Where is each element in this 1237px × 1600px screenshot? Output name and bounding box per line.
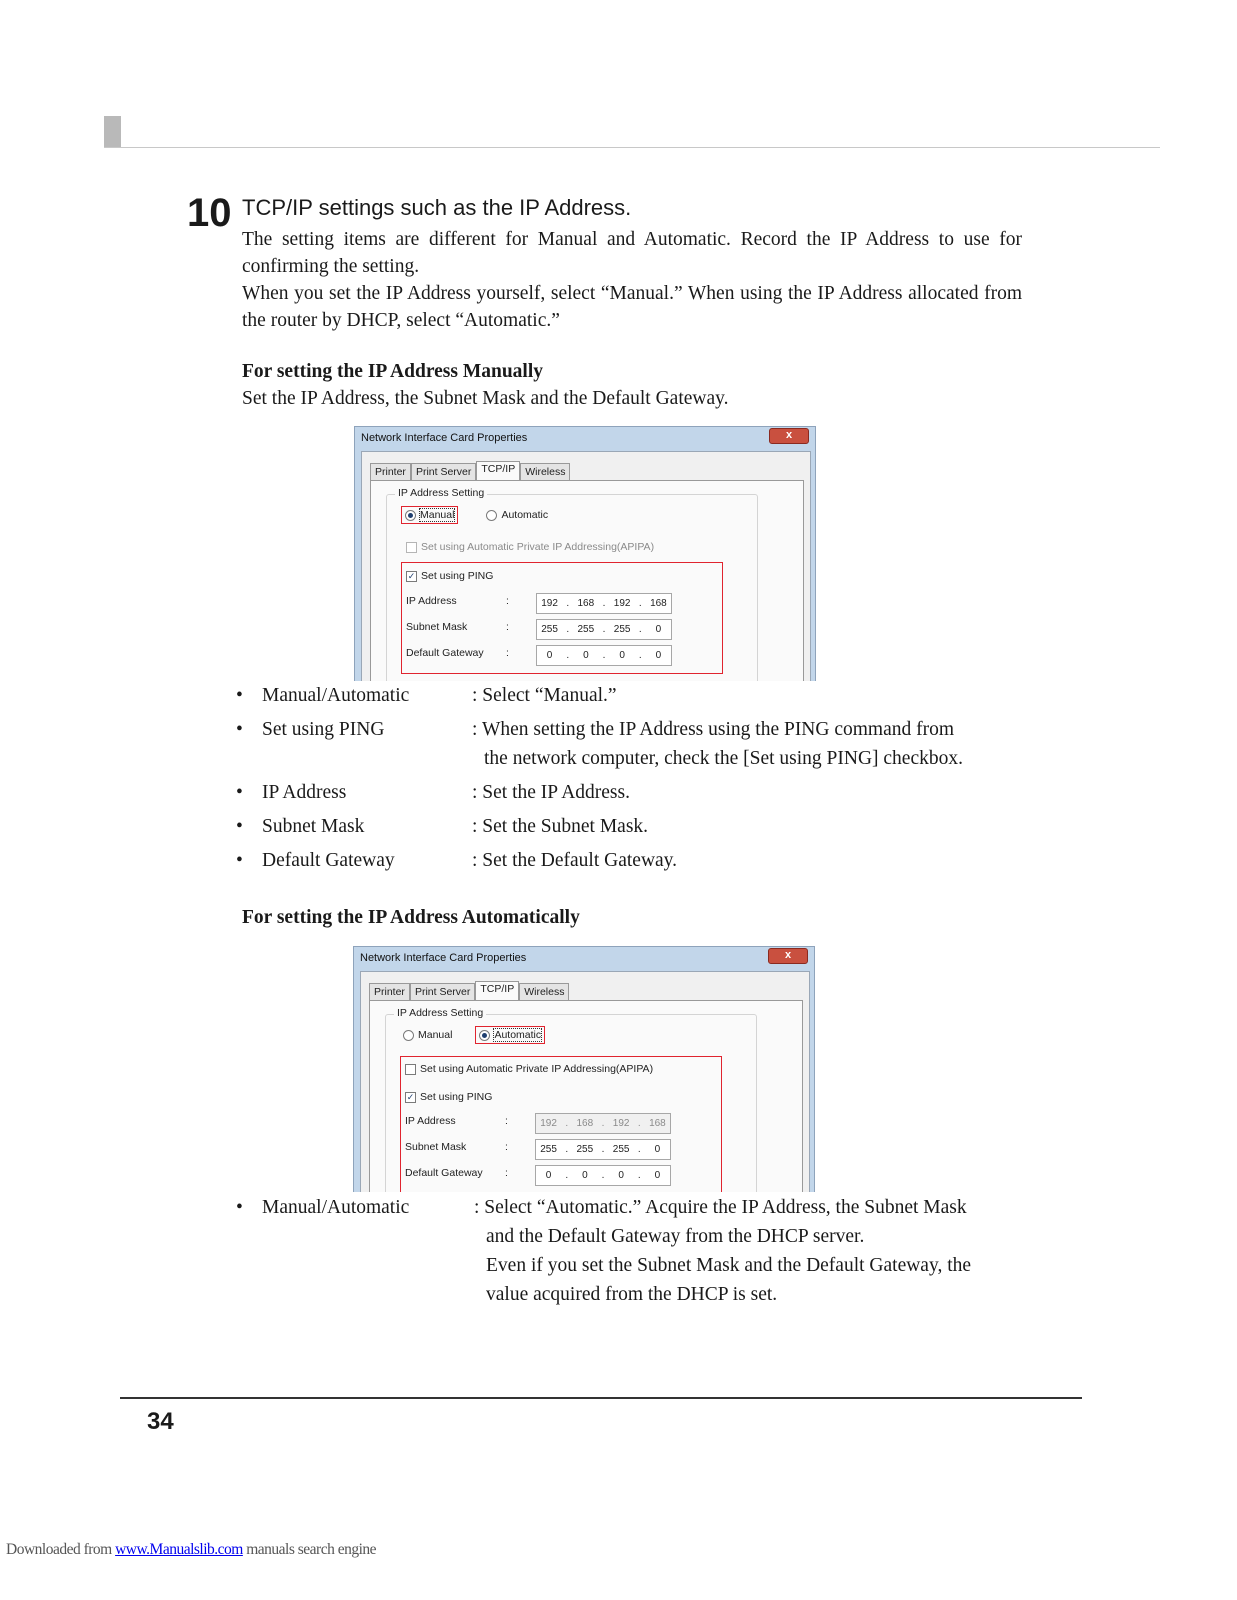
close-icon[interactable]: x (769, 428, 809, 444)
list-item (236, 778, 1026, 807)
bullet-desc-continuation: the network computer, check the [Set using PING] checkbox. (484, 748, 963, 769)
mask-colon: : (505, 1141, 508, 1153)
mode-radio-row (401, 506, 548, 524)
ip-octet-2: 168 (576, 1118, 594, 1129)
header-tab-marker (104, 116, 121, 148)
mask-octet-2: 255 (576, 1144, 594, 1155)
auto-bullet-list (236, 1193, 1026, 1314)
dialog-body (361, 451, 811, 681)
gw-octet-2: 0 (583, 650, 589, 661)
octet-dot: . (637, 1144, 641, 1155)
mask-octet-3: 255 (613, 624, 631, 635)
octet-dot: . (565, 1144, 569, 1155)
gw-octet-1: 0 (545, 1170, 552, 1181)
ip-address-field[interactable] (536, 593, 672, 614)
ping-checkbox[interactable]: ✓ (406, 1091, 415, 1102)
gw-colon: : (505, 1167, 508, 1179)
list-item (236, 681, 1026, 710)
dhcp-fields-highlight (400, 1056, 722, 1192)
ping-row (406, 570, 493, 582)
default-gateway-label: Default Gateway (406, 647, 484, 659)
manual-dialog-screenshot (354, 426, 816, 681)
ip-octet-2: 168 (577, 598, 595, 609)
mode-radio-row (400, 1026, 545, 1044)
ping-row (405, 1091, 492, 1103)
dialog-body (360, 971, 810, 1192)
manual-radio[interactable] (403, 1030, 414, 1041)
mask-octet-2: 255 (577, 624, 595, 635)
apipa-checkbox[interactable] (406, 542, 417, 553)
tcpip-panel (370, 480, 804, 681)
bullet-desc-line: : Select “Manual.” (472, 685, 617, 706)
bullet-desc (472, 812, 1026, 841)
octet-dot: . (637, 1170, 641, 1181)
ping-label: Set using PING (421, 570, 494, 582)
bullet-desc-line: : Set the Default Gateway. (472, 850, 678, 871)
bullet-desc (472, 846, 1026, 875)
ip-octet-1: 192 (540, 1118, 557, 1129)
footer-rule (120, 1397, 1082, 1399)
automatic-radio-label: Automatic (494, 1029, 542, 1041)
bullet-icon: • (236, 782, 243, 803)
ip-address-field-disabled (535, 1113, 671, 1134)
ip-colon: : (506, 595, 509, 607)
octet-dot: . (638, 624, 642, 635)
step-paragraph-2: When you set the IP Address yourself, select “Manual.” When using the IP Address allocated from the router by DHCP, select “Automatic.” (242, 283, 1022, 331)
apipa-row (406, 541, 654, 553)
bullet-desc-line: : Select “Automatic.” Acquire the IP Address, the Subnet Mask (474, 1197, 967, 1218)
apipa-checkbox[interactable] (405, 1064, 416, 1075)
automatic-radio-highlight (475, 1026, 545, 1044)
ip-colon: : (505, 1115, 508, 1127)
list-item (236, 846, 1026, 875)
manual-radio-label: Manual (420, 509, 455, 521)
bullet-term: Default Gateway (262, 850, 395, 871)
mask-octet-4: 0 (654, 1144, 661, 1155)
bullet-desc (474, 1193, 1026, 1309)
tab-print-server[interactable]: Print Server (410, 983, 475, 1000)
tab-strip (370, 460, 570, 480)
ip-octet-1: 192 (541, 598, 558, 609)
tcpip-panel (369, 1000, 803, 1192)
tab-wireless[interactable]: Wireless (520, 463, 570, 480)
bullet-term: Manual/Automatic (262, 685, 410, 706)
tab-tcpip[interactable]: TCP/IP (475, 981, 519, 1001)
bullet-desc-line: : Set the Subnet Mask. (472, 816, 649, 837)
bullet-term: Manual/Automatic (262, 1197, 410, 1218)
default-gateway-field[interactable] (536, 645, 672, 666)
octet-dot: . (601, 1118, 605, 1129)
manual-radio-wrap (400, 1027, 455, 1043)
octet-dot: . (638, 650, 642, 661)
auto-section-heading: For setting the IP Address Automatically (242, 907, 580, 928)
bullet-desc-line: : Set the IP Address. (472, 782, 630, 803)
ip-octet-4: 168 (650, 598, 667, 609)
group-label: IP Address Setting (395, 487, 487, 499)
default-gateway-field[interactable] (535, 1165, 671, 1186)
dialog-title: Network Interface Card Properties (360, 952, 527, 964)
octet-dot: . (565, 1118, 569, 1129)
list-item (236, 715, 1026, 773)
automatic-radio[interactable] (486, 510, 497, 521)
close-icon[interactable]: x (768, 948, 808, 964)
gw-octet-4: 0 (655, 650, 662, 661)
automatic-dialog-screenshot (353, 946, 815, 1192)
ip-octet-3: 192 (613, 598, 631, 609)
ip-address-setting-group (386, 487, 758, 681)
automatic-radio[interactable] (479, 1030, 490, 1041)
ip-address-label: IP Address (406, 595, 457, 607)
bullet-icon: • (236, 816, 243, 837)
mask-octet-3: 255 (612, 1144, 630, 1155)
octet-dot: . (566, 650, 570, 661)
tab-print-server[interactable]: Print Server (411, 463, 476, 480)
bullet-term: Set using PING (262, 719, 385, 740)
page-number: 34 (147, 1408, 174, 1435)
bullet-term: IP Address (262, 782, 347, 803)
download-credit (6, 1541, 376, 1559)
apipa-label: Set using Automatic Private IP Addressing(APIPA) (421, 541, 655, 553)
apipa-row (405, 1063, 653, 1075)
bullet-term: Subnet Mask (262, 816, 365, 837)
apipa-label: Set using Automatic Private IP Addressing(APIPA) (420, 1063, 654, 1075)
ping-checkbox[interactable]: ✓ (407, 570, 416, 581)
subnet-mask-label: Subnet Mask (405, 1141, 467, 1153)
manual-section-heading: For setting the IP Address Manually (242, 361, 544, 382)
automatic-radio-wrap (486, 509, 548, 521)
ip-address-setting-group (385, 1007, 757, 1192)
bullet-desc-continuation: and the Default Gateway from the DHCP server. (486, 1226, 865, 1247)
tab-strip (369, 980, 569, 1000)
octet-dot: . (601, 1170, 605, 1181)
ping-label: Set using PING (420, 1091, 493, 1103)
ip-address-label: IP Address (405, 1115, 456, 1127)
manualslib-link[interactable]: www.Manualslib.com (115, 1541, 243, 1558)
octet-dot: . (602, 650, 606, 661)
ip-octet-3: 192 (612, 1118, 630, 1129)
header-rule (104, 147, 1160, 148)
list-item (236, 1193, 1026, 1309)
bullet-desc-line: : When setting the IP Address using the PING command from (472, 719, 955, 740)
octet-dot: . (566, 598, 570, 609)
tab-printer[interactable]: Printer (370, 463, 411, 480)
bullet-desc-continuation: Even if you set the Subnet Mask and the Default Gateway, the (486, 1255, 972, 1276)
bullet-desc-continuation: value acquired from the DHCP is set. (486, 1284, 778, 1305)
octet-dot: . (565, 1170, 569, 1181)
bullet-desc (472, 681, 1026, 710)
tab-printer[interactable]: Printer (369, 983, 410, 1000)
bullet-icon: • (236, 850, 243, 871)
gw-octet-4: 0 (654, 1170, 661, 1181)
gw-colon: : (506, 647, 509, 659)
octet-dot: . (602, 624, 606, 635)
automatic-radio-label: Automatic (501, 509, 549, 521)
subnet-mask-field[interactable] (535, 1139, 671, 1160)
default-gateway-label: Default Gateway (405, 1167, 483, 1179)
step-number: 10 (187, 191, 232, 235)
octet-dot: . (602, 598, 606, 609)
list-item (236, 812, 1026, 841)
gw-octet-1: 0 (546, 650, 553, 661)
group-label: IP Address Setting (394, 1007, 486, 1019)
ip-octet-4: 168 (649, 1118, 666, 1129)
gw-octet-3: 0 (618, 1170, 624, 1181)
tab-tcpip[interactable]: TCP/IP (476, 461, 520, 481)
bullet-icon: • (236, 1197, 243, 1218)
bullet-icon: • (236, 719, 243, 740)
manual-radio[interactable] (405, 510, 416, 521)
subnet-mask-label: Subnet Mask (406, 621, 468, 633)
octet-dot: . (637, 1118, 641, 1129)
bullet-icon: • (236, 685, 243, 706)
mask-octet-1: 255 (540, 1144, 557, 1155)
ping-fields-highlight (401, 562, 723, 674)
download-suffix: manuals search engine (242, 1541, 377, 1558)
step-title: TCP/IP settings such as the IP Address. (242, 195, 632, 220)
octet-dot: . (601, 1144, 605, 1155)
step-paragraph-1: The setting items are different for Manual and Automatic. Record the IP Address to use for confirming the setting. (242, 229, 1022, 277)
octet-dot: . (566, 624, 570, 635)
octet-dot: . (638, 598, 642, 609)
download-prefix: Downloaded from (6, 1541, 116, 1558)
mask-octet-4: 0 (655, 624, 662, 635)
bullet-desc (472, 715, 1026, 773)
bullet-desc (472, 778, 1026, 807)
gw-octet-2: 0 (582, 1170, 588, 1181)
mask-colon: : (506, 621, 509, 633)
dialog-title: Network Interface Card Properties (361, 432, 528, 444)
manual-radio-highlight (401, 506, 458, 524)
manual-radio-label: Manual (418, 1029, 453, 1041)
manual-section-intro: Set the IP Address, the Subnet Mask and the Default Gateway. (242, 388, 729, 409)
tab-wireless[interactable]: Wireless (519, 983, 569, 1000)
manual-bullet-list (236, 681, 1026, 880)
subnet-mask-field[interactable] (536, 619, 672, 640)
mask-octet-1: 255 (541, 624, 558, 635)
gw-octet-3: 0 (619, 650, 625, 661)
